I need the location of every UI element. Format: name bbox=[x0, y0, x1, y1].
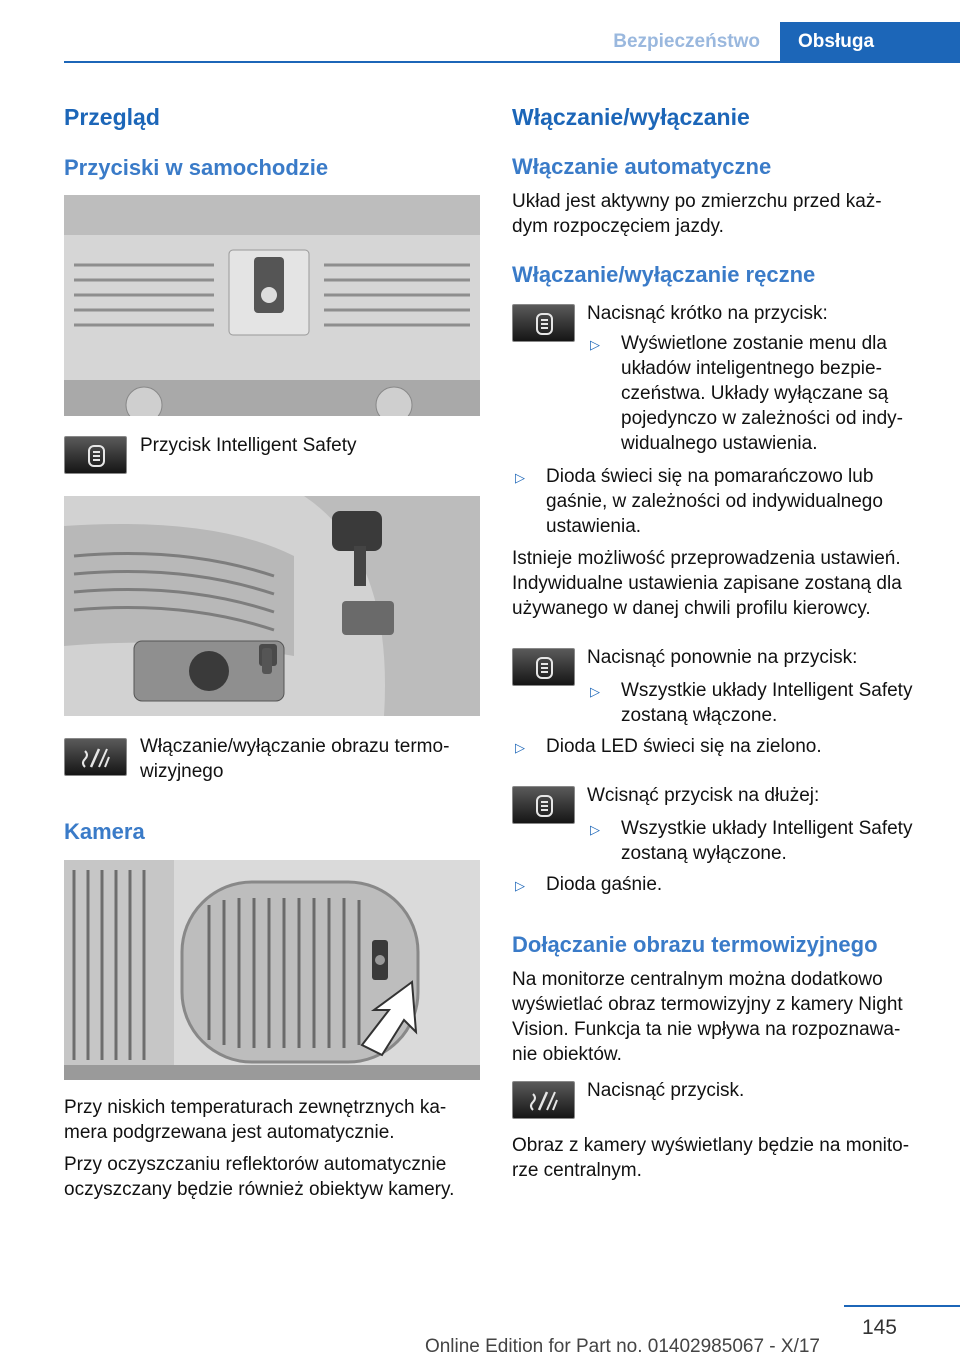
intelligent-safety-button-icon bbox=[512, 304, 575, 342]
tab-obsluga[interactable]: Obsługa bbox=[780, 22, 960, 62]
heading-buttons-in-car: Przyciski w samochodzie bbox=[64, 155, 329, 180]
thermal-text-line-3: Vision. Funkcja ta nie wpływa na rozpoznawa‐ bbox=[512, 1019, 901, 1040]
edition-footer: Online Edition for Part no. 01402985067 - X/17 bbox=[424, 1336, 820, 1357]
bullet-1-line-5: widualnego ustawienia. bbox=[621, 433, 818, 454]
bullet-triangle-icon: ▷ bbox=[590, 822, 600, 837]
bullet-6: Dioda gaśnie. bbox=[546, 874, 663, 895]
camera-paragraph-1-line-1: Przy niskich temperaturach zewnętrznych ka‐ bbox=[64, 1097, 447, 1118]
thermal-text-line-1: Na monitorze centralnym można dodatkowo bbox=[512, 969, 883, 990]
bullet-5-line-2: zostaną wyłączone. bbox=[621, 843, 787, 864]
bullet-5-line-1: Wszystkie układy Intelligent Safety bbox=[621, 818, 913, 839]
bullet-3-line-2: zostaną włączone. bbox=[621, 705, 778, 726]
section-title-on-off: Włączanie/wyłączanie bbox=[512, 104, 750, 130]
header-rule bbox=[64, 61, 960, 63]
light-switch-photo bbox=[64, 496, 480, 716]
thermal-button-caption-2: wizyjnego bbox=[140, 761, 224, 782]
heading-manual-on-off: Włączanie/wyłączanie ręczne bbox=[512, 262, 816, 287]
bullet-1-line-2: układów inteligentnego bezpie‐ bbox=[621, 358, 882, 379]
camera-grille-photo bbox=[64, 860, 480, 1080]
bullet-triangle-icon: ▷ bbox=[590, 684, 600, 699]
footer-rule bbox=[844, 1305, 960, 1307]
press-again-text: Nacisnąć ponownie na przycisk: bbox=[587, 647, 858, 668]
image-text-line-2: rze centralnym. bbox=[512, 1160, 642, 1181]
camera-paragraph-2-line-2: oczyszczany będzie również obiektyw kamery. bbox=[64, 1179, 455, 1200]
tab-bezpieczenstwo[interactable]: Bezpieczeństwo bbox=[593, 22, 780, 62]
heading-camera: Kamera bbox=[64, 819, 145, 844]
bullet-triangle-icon: ▷ bbox=[515, 740, 525, 755]
bullet-1-line-3: czeństwa. Układy wyłączane są bbox=[621, 383, 889, 404]
heading-thermal-image: Dołączanie obrazu termowizyjnego bbox=[512, 932, 878, 957]
header-tabs bbox=[593, 22, 960, 62]
thermal-text-line-2: wyświetlać obraz termowizyjny z kamery Night bbox=[512, 994, 903, 1015]
bullet-3-line-1: Wszystkie układy Intelligent Safety bbox=[621, 680, 913, 701]
heading-automatic-on: Włączanie automatyczne bbox=[512, 154, 772, 179]
thermal-text-line-4: nie obiektów. bbox=[512, 1044, 622, 1065]
bullet-2-line-1: Dioda świeci się na pomarańczowo lub bbox=[546, 466, 874, 487]
bullet-1-line-1: Wyświetlone zostanie menu dla bbox=[621, 333, 887, 354]
safety-button-caption: Przycisk Intelligent Safety bbox=[140, 435, 357, 456]
intelligent-safety-button-icon bbox=[64, 436, 127, 474]
image-text-line-1: Obraz z kamery wyświetlany będzie na monito‐ bbox=[512, 1135, 910, 1156]
bullet-2-line-3: ustawienia. bbox=[546, 516, 642, 537]
thermal-button-caption-1: Włączanie/wyłączanie obrazu termo‐ bbox=[140, 736, 450, 757]
dashboard-button-photo bbox=[64, 195, 480, 416]
thermal-imaging-button-icon bbox=[64, 738, 127, 776]
bullet-triangle-icon: ▷ bbox=[515, 878, 525, 893]
thermal-imaging-button-icon bbox=[512, 1081, 575, 1119]
section-title-overview: Przegląd bbox=[64, 104, 160, 130]
bullet-4: Dioda LED świeci się na zielono. bbox=[546, 736, 822, 757]
page-number: 145 bbox=[861, 1316, 897, 1339]
settings-paragraph-line-3: używanego w danej chwili profilu kierowcy. bbox=[512, 598, 871, 619]
press-button-text: Nacisnąć przycisk. bbox=[587, 1080, 745, 1101]
settings-paragraph-line-2: Indywidualne ustawienia zapisane zostaną dla bbox=[512, 573, 902, 594]
camera-paragraph-2-line-1: Przy oczyszczaniu reflektorów automatycznie bbox=[64, 1154, 447, 1175]
intelligent-safety-button-icon bbox=[512, 786, 575, 824]
bullet-triangle-icon: ▷ bbox=[590, 337, 600, 352]
intelligent-safety-button-icon bbox=[512, 648, 575, 686]
camera-paragraph-1-line-2: mera podgrzewana jest automatycznie. bbox=[64, 1122, 395, 1143]
settings-paragraph-line-1: Istnieje możliwość przeprowadzenia ustawień. bbox=[512, 548, 901, 569]
bullet-1-line-4: pojedynczo w zależności od indy‐ bbox=[621, 408, 903, 429]
press-long-text: Wcisnąć przycisk na dłużej: bbox=[587, 785, 820, 806]
press-short-text: Nacisnąć krótko na przycisk: bbox=[587, 303, 828, 324]
auto-text-line-1: Układ jest aktywny po zmierzchu przed każ‐ bbox=[512, 191, 882, 212]
bullet-2-line-2: gaśnie, w zależności od indywidualnego bbox=[546, 491, 883, 512]
bullet-triangle-icon: ▷ bbox=[515, 470, 525, 485]
auto-text-line-2: dym rozpoczęciem jazdy. bbox=[512, 216, 724, 237]
